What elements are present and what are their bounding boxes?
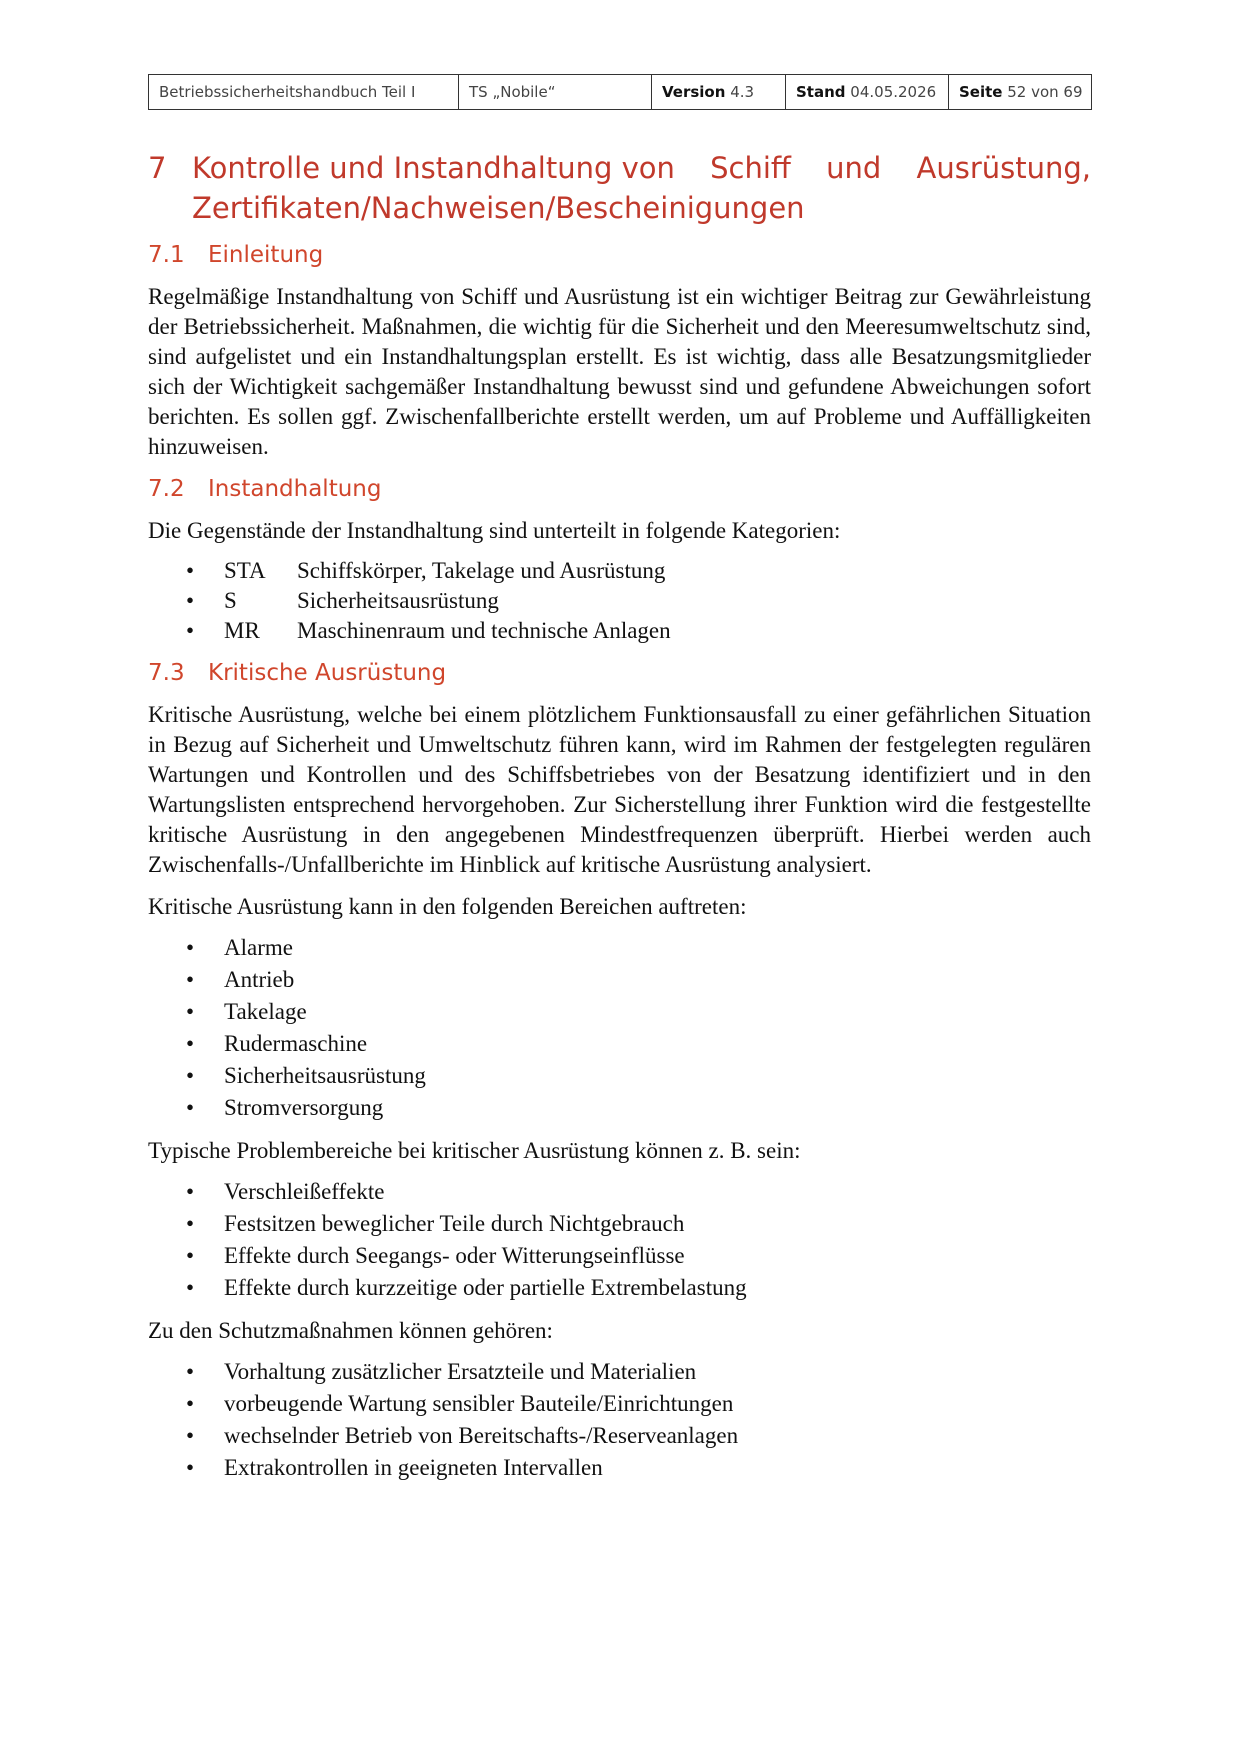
paragraph-critical-equipment: Kritische Ausrüstung, welche bei einem plötzlichem Funktionsausfall zu einer gefährlichen Situation in Bezug auf Sicherheit und Umweltschutz führen kann, wird im Rahmen der festgelegten regulären Wartungen und Kontrollen und des Schiffsbetriebes von der Besatzung identifiziert und in den Wartungslisten entsprechend hervorgehoben. Zur Sicherstellung ihrer Funktion wird die festgestellte kritische Ausrüstung in den angegebenen Mindestfrequenzen überprüft. Hierbei werden auch Zwischenfalls-/Unfallberichte im Hinblick auf kritische Ausrüstung analysiert. bbox=[148, 702, 1091, 877]
subsection-title: Einleitung bbox=[208, 242, 324, 268]
list-item bbox=[148, 586, 1091, 616]
section-title-word: Ausrüstung, bbox=[916, 151, 1091, 185]
subsection-heading-7-3 bbox=[148, 658, 1091, 688]
header-version bbox=[652, 75, 786, 110]
problems-list bbox=[148, 1176, 1091, 1304]
list-item-label: Extrakontrollen in geeigneten Intervallen bbox=[224, 1455, 603, 1480]
paragraph-areas-intro: Kritische Ausrüstung kann in den folgenden Bereichen auftreten: bbox=[148, 894, 747, 919]
list-item bbox=[148, 1356, 1091, 1388]
bullet-icon: • bbox=[186, 1179, 195, 1204]
header-page-label: Seite bbox=[959, 83, 1003, 101]
bullet-icon: • bbox=[186, 1359, 195, 1384]
list-item bbox=[148, 1452, 1091, 1484]
page-content bbox=[148, 148, 1091, 1496]
paragraph-maintenance-intro: Die Gegenstände der Instandhaltung sind unterteilt in folgende Kategorien: bbox=[148, 518, 841, 543]
bullet-icon: • bbox=[186, 1063, 195, 1088]
category-label: Maschinenraum und technische Anlagen bbox=[297, 618, 671, 643]
category-label: Sicherheitsausrüstung bbox=[297, 588, 499, 613]
section-title-word: Kontrolle und Instandhaltung von bbox=[192, 151, 675, 185]
list-item bbox=[148, 556, 1091, 586]
subsection-heading-7-1 bbox=[148, 240, 1091, 270]
header-version-value: 4.3 bbox=[730, 83, 755, 101]
list-item bbox=[148, 1240, 1091, 1272]
header-date-label: Stand bbox=[796, 83, 846, 101]
list-item-label: Festsitzen beweglicher Teile durch Nichtgebrauch bbox=[224, 1211, 685, 1236]
header-ship: TS „Nobile“ bbox=[459, 75, 652, 110]
list-item bbox=[148, 1272, 1091, 1304]
section-title-word: und bbox=[826, 151, 882, 185]
list-item bbox=[148, 996, 1091, 1028]
document-header bbox=[148, 74, 1092, 110]
paragraph-introduction: Regelmäßige Instandhaltung von Schiff und Ausrüstung ist ein wichtiger Beitrag zur Gewährleistung der Betriebssicherheit. Maßnahmen, die wichtig für die Sicherheit und den Meeresumweltschutz sind, sind aufgelistet und ein Instandhaltungsplan erstellt. Es ist wichtig, dass alle Besatzungsmitglieder sich der Wichtigkeit sachgemäßer Instandhaltung bewusst sind und gefundene Abweichungen sofort berichten. Es sollen ggf. Zwischenfallberichte erstellt werden, um auf Probleme und Auffälligkeiten hinzuweisen. bbox=[148, 284, 1091, 459]
list-item-label: Sicherheitsausrüstung bbox=[224, 1063, 426, 1088]
category-list bbox=[148, 556, 1091, 646]
measures-list bbox=[148, 1356, 1091, 1484]
bullet-icon: • bbox=[186, 1211, 195, 1236]
bullet-icon: • bbox=[186, 999, 195, 1024]
section-title-line1 bbox=[192, 148, 1091, 188]
list-item bbox=[148, 1176, 1091, 1208]
category-code: MR bbox=[224, 618, 260, 643]
header-doc-title: Betriebssicherheitshandbuch Teil I bbox=[149, 75, 459, 110]
bullet-icon: • bbox=[186, 558, 195, 583]
bullet-icon: • bbox=[186, 935, 195, 960]
category-code: S bbox=[224, 588, 237, 613]
subsection-title: Instandhaltung bbox=[208, 476, 382, 502]
bullet-icon: • bbox=[186, 1391, 195, 1416]
areas-list bbox=[148, 932, 1091, 1124]
header-date-value: 04.05.2026 bbox=[850, 83, 937, 101]
list-item-label: Stromversorgung bbox=[224, 1095, 384, 1120]
list-item-label: Takelage bbox=[224, 999, 307, 1024]
list-item-label: wechselnder Betrieb von Bereitschafts-/Reserveanlagen bbox=[224, 1423, 739, 1448]
list-item bbox=[148, 1208, 1091, 1240]
list-item-label: Effekte durch Seegangs- oder Witterungseinflüsse bbox=[224, 1243, 685, 1268]
list-item-label: Vorhaltung zusätzlicher Ersatzteile und Materialien bbox=[224, 1359, 697, 1384]
header-date bbox=[786, 75, 949, 110]
list-item bbox=[148, 964, 1091, 996]
list-item-label: Rudermaschine bbox=[224, 1031, 368, 1056]
subsection-title: Kritische Ausrüstung bbox=[208, 660, 447, 686]
section-heading bbox=[148, 148, 1091, 228]
subsection-number: 7.1 bbox=[148, 242, 185, 268]
bullet-icon: • bbox=[186, 618, 195, 643]
bullet-icon: • bbox=[186, 1031, 195, 1056]
bullet-icon: • bbox=[186, 1455, 195, 1480]
section-title-word: Schiff bbox=[710, 151, 791, 185]
list-item bbox=[148, 1388, 1091, 1420]
category-label: Schiffskörper, Takelage und Ausrüstung bbox=[297, 558, 666, 583]
list-item-label: Alarme bbox=[224, 935, 293, 960]
header-page-value: 52 von 69 bbox=[1007, 83, 1083, 101]
list-item bbox=[148, 1028, 1091, 1060]
bullet-icon: • bbox=[186, 1423, 195, 1448]
paragraph-problems-intro: Typische Problembereiche bei kritischer Ausrüstung können z. B. sein: bbox=[148, 1138, 801, 1163]
list-item bbox=[148, 1060, 1091, 1092]
list-item bbox=[148, 1092, 1091, 1124]
list-item bbox=[148, 616, 1091, 646]
bullet-icon: • bbox=[186, 588, 195, 613]
subsection-number: 7.2 bbox=[148, 476, 185, 502]
section-title-line2: Zertifikaten/Nachweisen/Bescheinigungen bbox=[192, 191, 805, 225]
list-item bbox=[148, 932, 1091, 964]
subsection-number: 7.3 bbox=[148, 660, 185, 686]
list-item bbox=[148, 1420, 1091, 1452]
header-page bbox=[949, 75, 1092, 110]
bullet-icon: • bbox=[186, 1095, 195, 1120]
subsection-heading-7-2 bbox=[148, 474, 1091, 504]
list-item-label: Verschleißeffekte bbox=[224, 1179, 385, 1204]
section-number: 7 bbox=[148, 151, 167, 185]
list-item-label: Antrieb bbox=[224, 967, 295, 992]
section-title bbox=[192, 148, 1091, 228]
bullet-icon: • bbox=[186, 1275, 195, 1300]
list-item-label: Effekte durch kurzzeitige oder partielle Extrembelastung bbox=[224, 1275, 747, 1300]
list-item-label: vorbeugende Wartung sensibler Bauteile/Einrichtungen bbox=[224, 1391, 734, 1416]
bullet-icon: • bbox=[186, 967, 195, 992]
paragraph-measures-intro: Zu den Schutzmaßnahmen können gehören: bbox=[148, 1318, 553, 1343]
category-code: STA bbox=[224, 558, 266, 583]
bullet-icon: • bbox=[186, 1243, 195, 1268]
header-version-label: Version bbox=[662, 83, 726, 101]
